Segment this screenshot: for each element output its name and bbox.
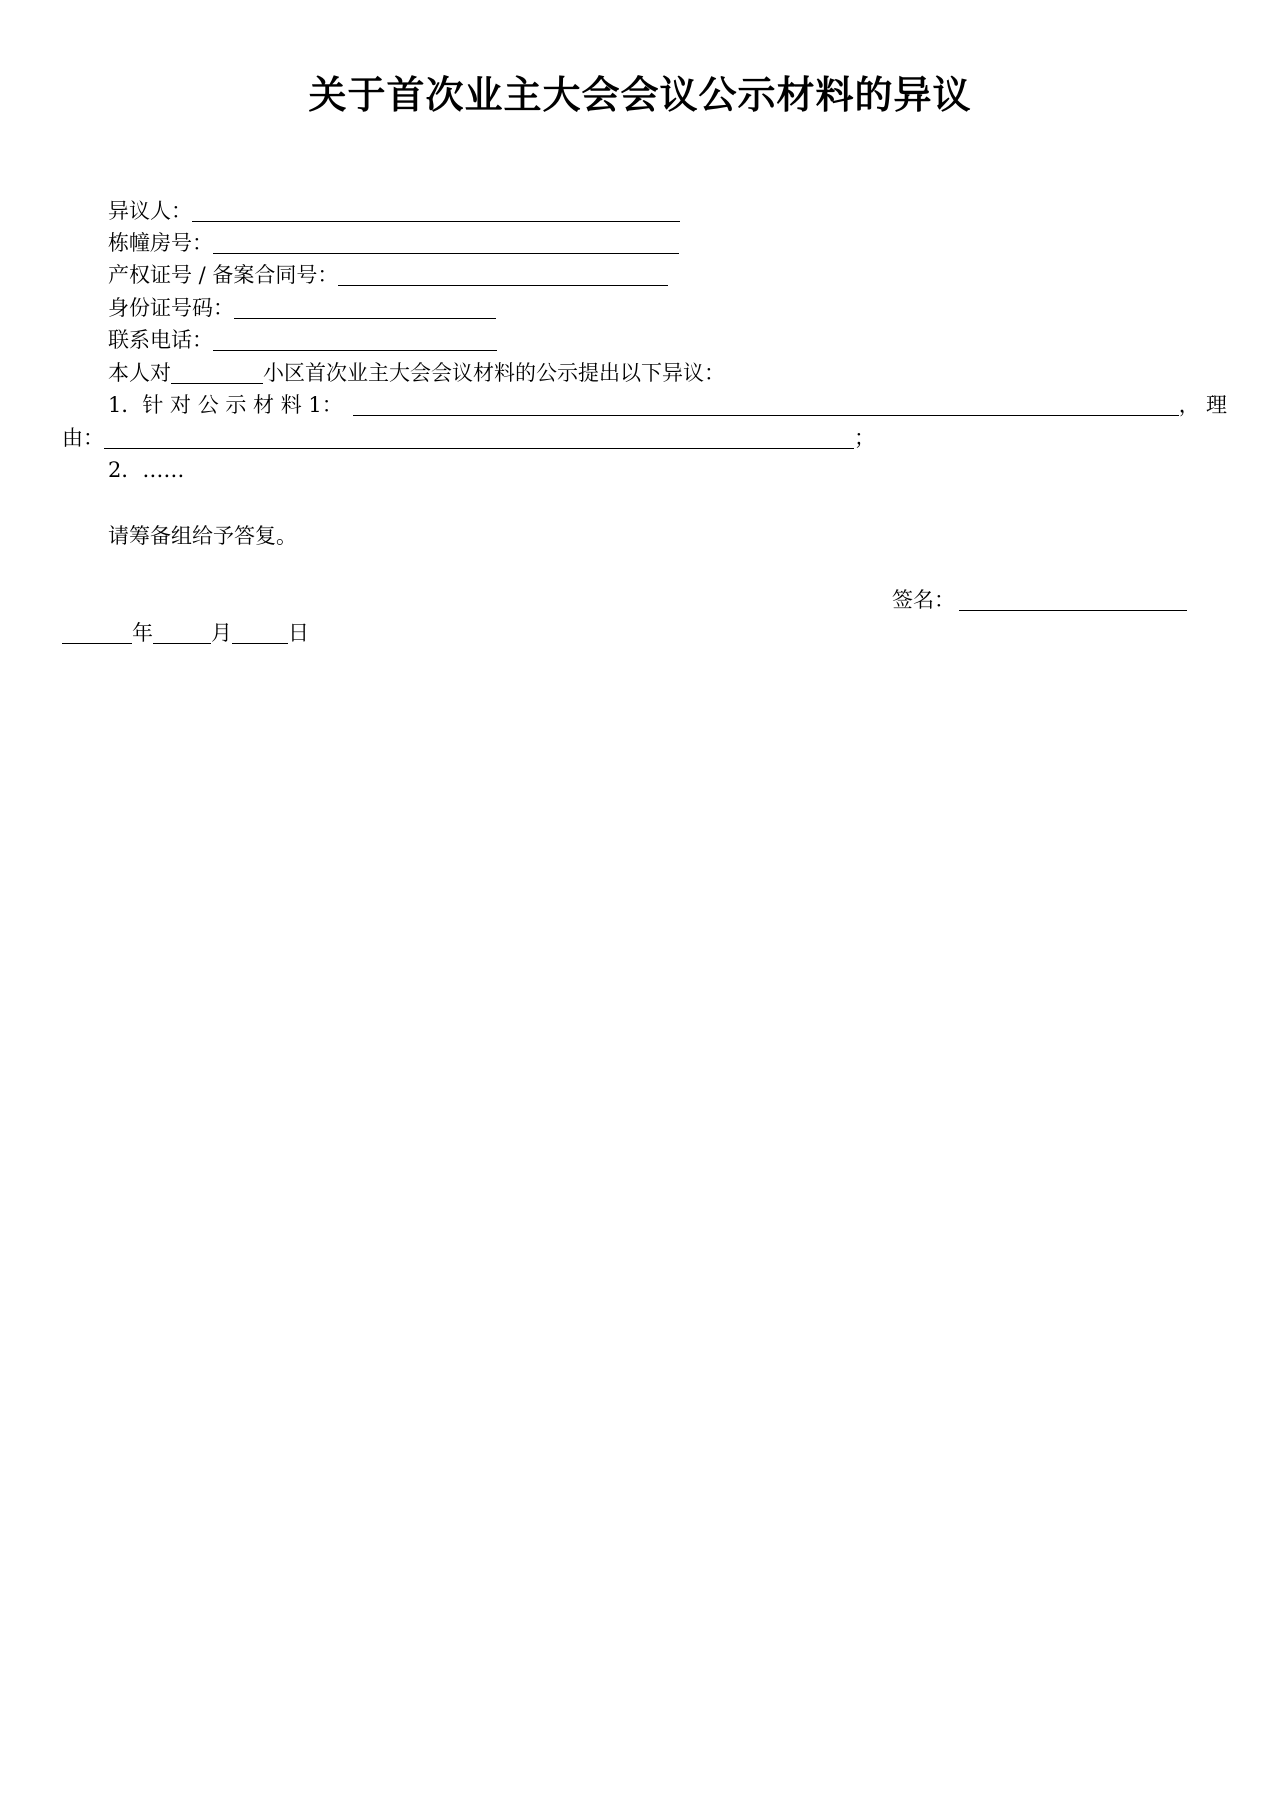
month-blank[interactable] [153, 621, 211, 644]
item1-row [108, 391, 1200, 419]
phone-row [108, 326, 497, 354]
building-label: 栋幢房号： [108, 231, 213, 255]
phone-blank[interactable] [213, 328, 497, 351]
signature-row [892, 586, 1187, 614]
day-blank[interactable] [232, 621, 288, 644]
property-row [108, 261, 668, 289]
building-blank[interactable] [213, 231, 679, 254]
id-row [108, 294, 496, 322]
item1-reason-head-row [1206, 391, 1227, 419]
statement-suffix: 小区首次业主大会会议材料的公示提出以下异议： [263, 361, 725, 385]
id-blank[interactable] [234, 296, 496, 319]
date-row [62, 619, 309, 647]
item1-comma: ， [1178, 393, 1200, 417]
document-title: 关于首次业主大会会议公示材料的异议 [308, 72, 972, 117]
day-label: 日 [288, 621, 309, 645]
objector-label: 异议人： [108, 199, 192, 223]
item1-reason-blank[interactable] [104, 426, 854, 449]
item1-semicolon: ； [854, 426, 875, 450]
item1-label: 1．针 对 公 示 材 料 1： [108, 393, 343, 417]
phone-label: 联系电话： [108, 328, 213, 352]
year-blank[interactable] [62, 621, 132, 644]
community-blank[interactable] [171, 361, 263, 384]
signature-blank[interactable] [959, 588, 1187, 611]
id-label: 身份证号码： [108, 296, 234, 320]
closing-row [108, 522, 297, 550]
month-label: 月 [211, 621, 232, 645]
objector-blank[interactable] [192, 199, 680, 222]
item1-reason-head: 理 [1206, 393, 1227, 417]
statement-prefix: 本人对 [108, 361, 171, 385]
property-label: 产权证号 / 备案合同号： [108, 263, 339, 287]
item1-reason-tail: 由： [62, 426, 104, 450]
year-label: 年 [132, 621, 153, 645]
objector-row [108, 197, 680, 225]
statement-row [108, 359, 725, 387]
item1-material-blank[interactable] [353, 393, 1179, 416]
property-blank[interactable] [338, 263, 668, 286]
item2-label: 2．…… [108, 458, 185, 482]
closing-text: 请筹备组给予答复。 [108, 524, 297, 548]
item2-row [108, 456, 184, 484]
item1-reason-row [62, 424, 875, 452]
building-row [108, 229, 679, 257]
signature-label: 签名： [892, 588, 955, 612]
